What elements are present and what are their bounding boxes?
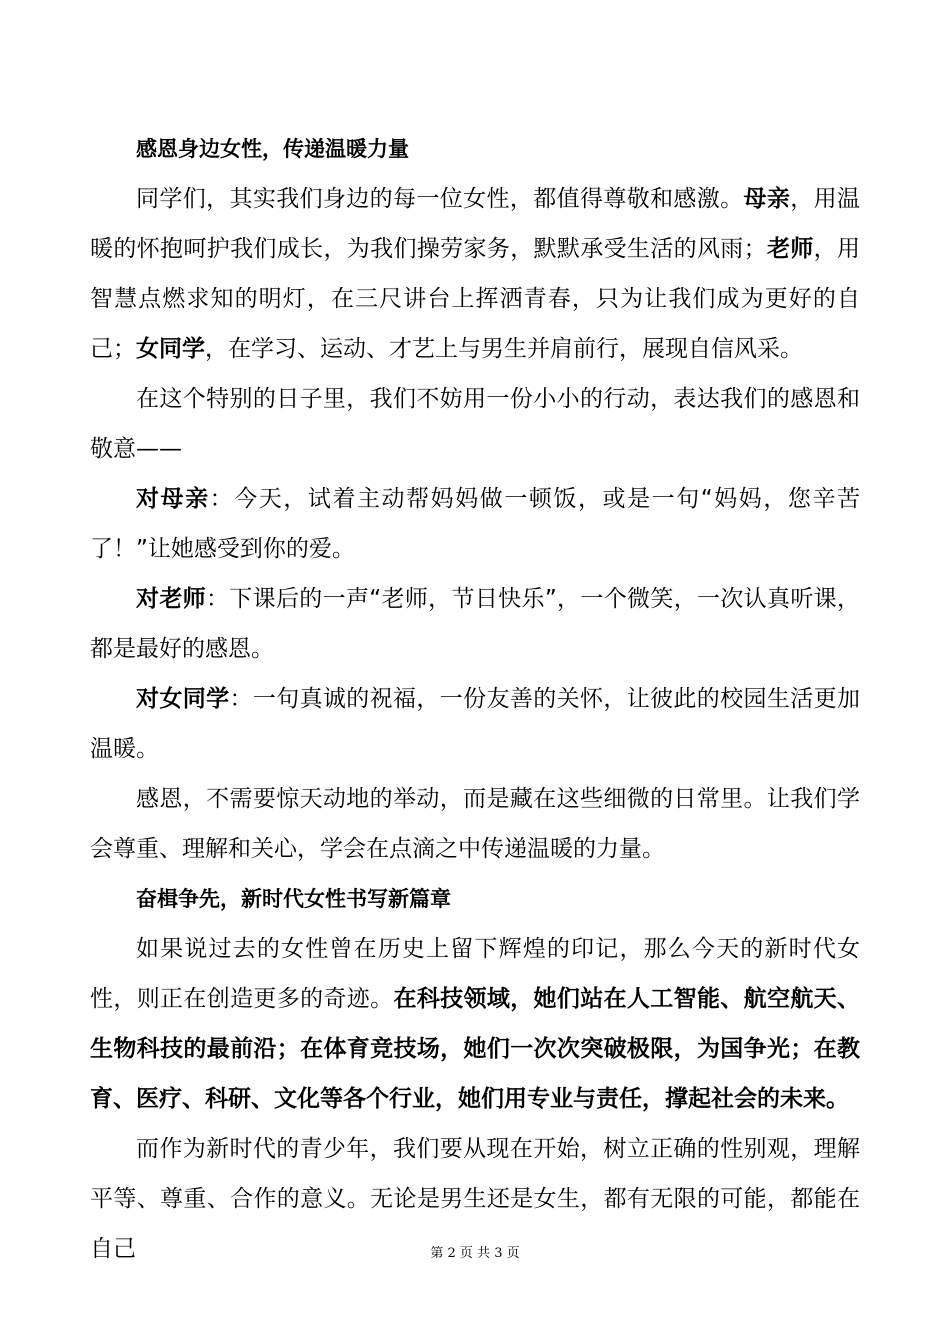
text-run: ，用温暖的怀抱呵护我们成长，为我们操劳家务，默默承受生活的风雨； xyxy=(90,186,861,262)
section-heading: 感恩身边女性，传递温暖力量 xyxy=(136,137,409,161)
text-run: ，在学习、运动、才艺上与男生并肩前行，展现自信风采。 xyxy=(205,336,803,362)
paragraph xyxy=(90,674,860,774)
paragraph xyxy=(90,474,860,574)
bold-text-run: 母亲 xyxy=(743,186,791,212)
footer-middle: 页 共 xyxy=(459,1246,491,1261)
text-run: 在这个特别的日子里，我们不妨用一份小小的行动，表达我们的感恩和敬意—— xyxy=(90,386,860,462)
text-run: ：今天，试着主动帮妈妈做一顿饭，或是一句“妈妈，您辛苦了！”让她感受到你的爱。 xyxy=(90,486,861,562)
paragraph xyxy=(90,774,860,874)
text-run: 同学们，其实我们身边的每一位女性，都值得尊敬和感激。 xyxy=(136,186,744,212)
text-run: ：一句真诚的祝福，一份友善的关怀，让彼此的校园生活更加温暖。 xyxy=(90,686,861,762)
bold-text-run: 对女同学 xyxy=(136,686,230,712)
page-footer xyxy=(0,1244,950,1264)
footer-current-page: 2 xyxy=(447,1246,456,1261)
bold-text-run: 对母亲 xyxy=(136,486,210,512)
paragraph xyxy=(90,174,860,374)
text-run: 感恩，不需要惊天动地的举动，而是藏在这些细微的日常里。让我们学会尊重、理解和关心，学会在点滴之中传递温暖的力量。 xyxy=(90,786,860,862)
paragraph xyxy=(90,374,860,474)
text-run: 如果说过去的女性曾在历史上留下辉煌的印记，那么今天的新时代女性，则正在创造更多的奇迹。 xyxy=(90,936,860,1012)
paragraph xyxy=(90,924,860,1124)
text-run: ：下课后的一声“老师，节日快乐”，一个微笑，一次认真听课，都是最好的感恩。 xyxy=(90,586,860,662)
bold-text-run: 女同学 xyxy=(136,336,205,362)
section-heading: 奋楫争先，新时代女性书写新篇章 xyxy=(136,887,451,911)
bold-text-run: 老师 xyxy=(766,236,814,262)
footer-suffix: 页 xyxy=(506,1246,520,1261)
footer-prefix: 第 xyxy=(430,1246,444,1261)
bold-text-run: 在科技领域，她们站在人工智能、航空航天、生物科技的最前沿；在体育竞技场，她们一次次突破极限，为国争光；在教育、医疗、科研、文化等各个行业，她们用专业与责任，撑起社会的未来。 xyxy=(90,986,860,1112)
bold-text-run: 对老师 xyxy=(136,586,206,612)
text-run: 而作为新时代的青少年，我们要从现在开始，树立正确的性别观，理解平等、尊重、合作的意义。无论是男生还是女生，都有无限的可能，都能在自己 xyxy=(90,1136,860,1262)
paragraph xyxy=(90,574,860,674)
document-body xyxy=(90,124,860,1274)
text-run: ，用智慧点燃求知的明灯，在三尺讲台上挥洒青春，只为让我们成为更好的自己； xyxy=(90,236,860,362)
footer-total-pages: 3 xyxy=(494,1246,503,1261)
